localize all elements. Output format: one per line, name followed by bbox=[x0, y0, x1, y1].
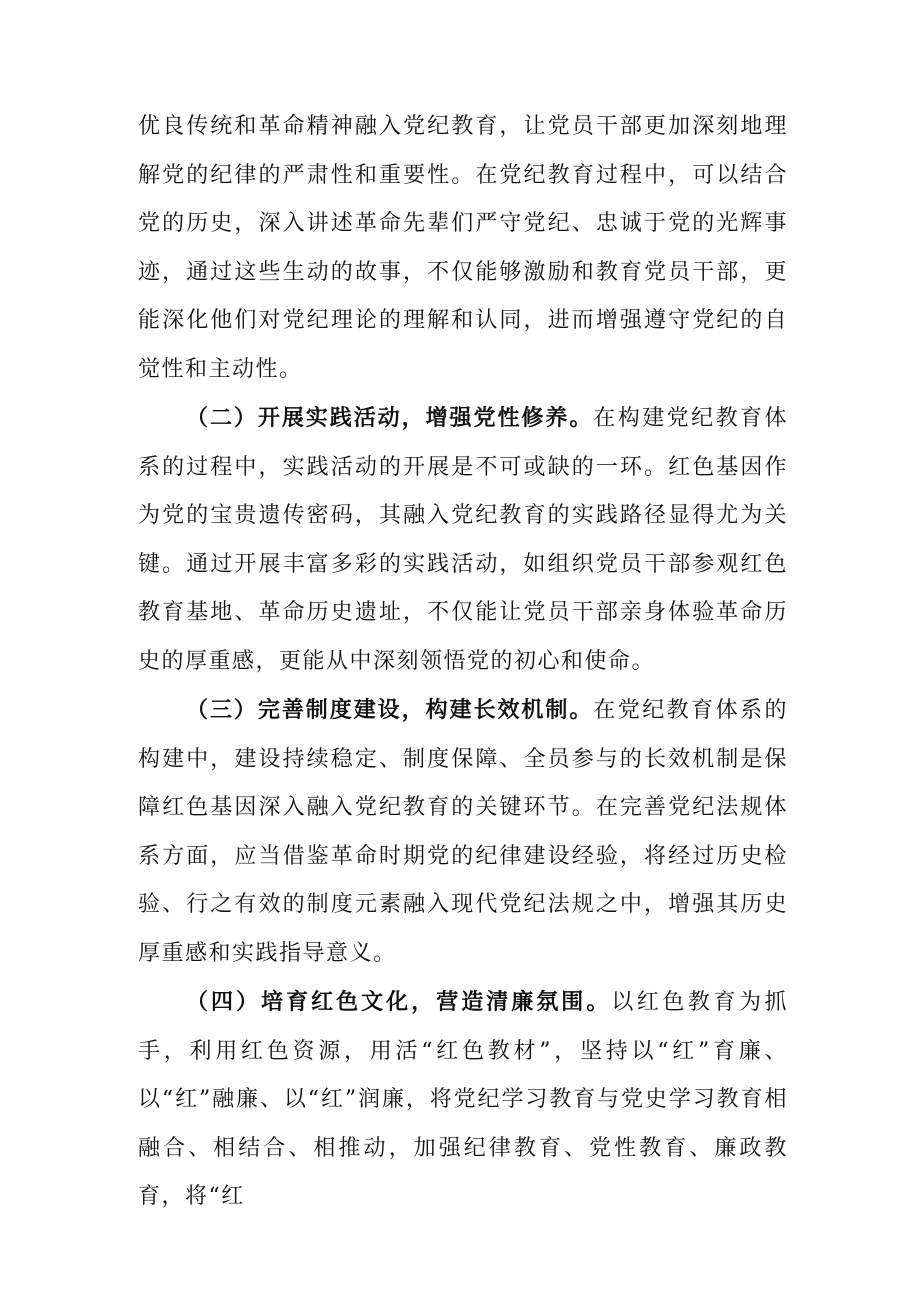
paragraph-3 bbox=[138, 686, 788, 978]
paragraph-1-text: 优良传统和革命精神融入党纪教育，让党员干部更加深刻地理解党的纪律的严肃性和重要性。在党纪教育过程中，可以结合党的历史，深入讲述革命先辈们严守党纪、忠诚于党的光辉事迹，通过这些生动的故事，不仅能够激励和教育党员干部，更能深化他们对党纪理论的理解和认同，进而增强遵守党纪的自觉性和主动性。 bbox=[138, 114, 788, 382]
paragraph-3-text: 在党纪教育体系的构建中，建设持续稳定、制度保障、全员参与的长效机制是保障红色基因深入融入党纪教育的关键环节。在完善党纪法规体系方面，应当借鉴革命时期党的纪律建设经验，将经过历史检验、行之有效的制度元素融入现代党纪法规之中，增强其历史厚重感和实践指导意义。 bbox=[138, 698, 788, 966]
paragraph-1 bbox=[138, 103, 788, 394]
paragraph-4-text: 以红色教育为抓手，利用红色资源，用活“红色教材”，坚持以“红”育廉、以“红”融廉、以“红”润廉，将党纪学习教育与党史学习教育相融合、相结合、相推动，加强纪律教育、党性教育、廉政教育，将“红 bbox=[138, 990, 788, 1209]
section-3-heading: （三）完善制度建设，构建长效机制。 bbox=[186, 697, 594, 723]
paragraph-2 bbox=[138, 394, 788, 686]
paragraph-4 bbox=[138, 978, 788, 1222]
document-body bbox=[138, 103, 788, 1222]
section-4-heading: （四）培育红色文化，营造清廉氛围。 bbox=[186, 989, 612, 1015]
section-2-heading: （二）开展实践活动，增强党性修养。 bbox=[186, 405, 594, 431]
paragraph-2-text: 在构建党纪教育体系的过程中，实践活动的开展是不可或缺的一环。红色基因作为党的宝贵遗传密码，其融入党纪教育的实践路径显得尤为关键。通过开展丰富多彩的实践活动，如组织党员干部参观红色教育基地、革命历史遗址，不仅能让党员干部亲身体验革命历史的厚重感，更能从中深刻领悟党的初心和使命。 bbox=[138, 406, 788, 674]
